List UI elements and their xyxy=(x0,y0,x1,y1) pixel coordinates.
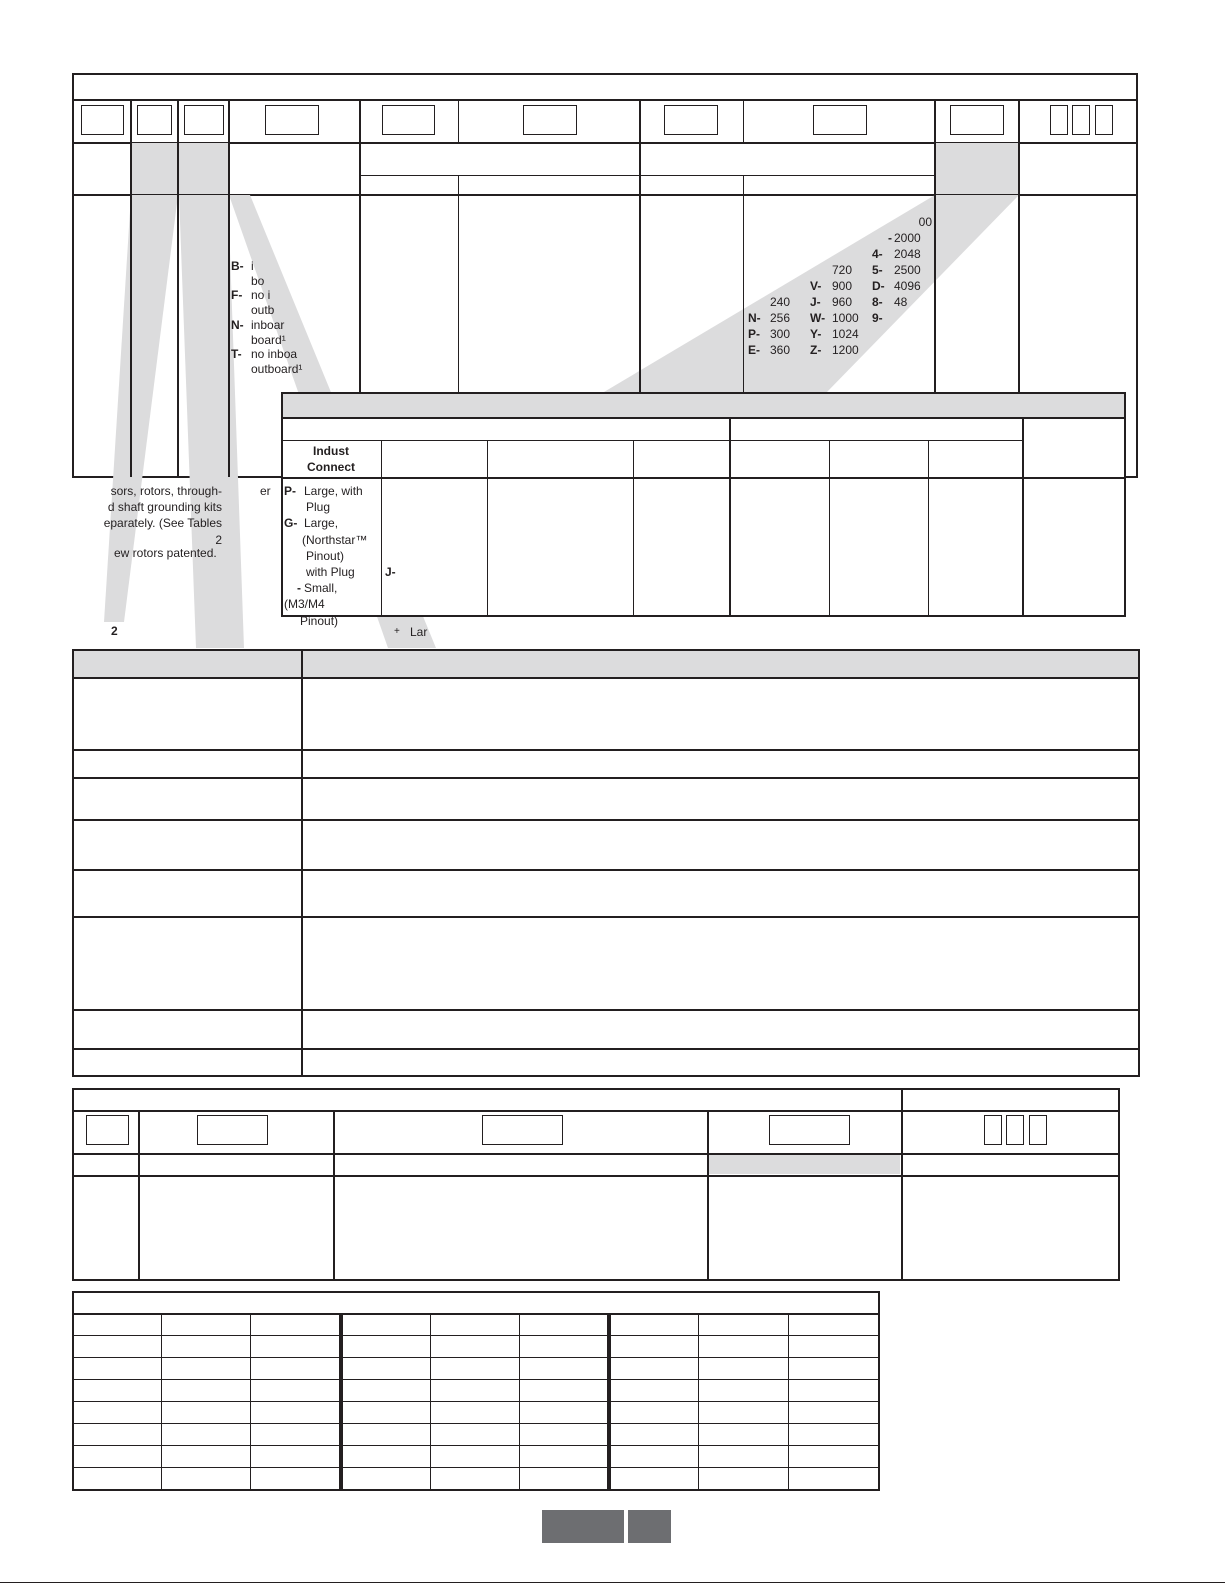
connector-option: - Small, (M3/M4 xyxy=(284,581,338,612)
divider xyxy=(130,99,132,477)
ppr-column-2 xyxy=(810,262,870,358)
divider xyxy=(698,1313,699,1491)
footnote-marker: 2 xyxy=(111,624,118,638)
divider xyxy=(829,440,830,617)
divider xyxy=(633,440,634,617)
divider xyxy=(928,440,929,617)
divider xyxy=(72,777,1140,779)
ppr-column-3 xyxy=(872,214,932,326)
code-box xyxy=(950,105,1004,135)
divider xyxy=(72,1379,880,1380)
divider xyxy=(333,1110,335,1281)
divider xyxy=(72,916,1140,918)
divider xyxy=(1022,417,1024,617)
ppr-row: 720 xyxy=(832,263,853,277)
option-row: outboard¹ xyxy=(251,361,303,376)
connector-option: P- Large, with xyxy=(284,484,363,498)
footer-tab xyxy=(542,1510,624,1543)
ppr-row: 5- 2500 xyxy=(872,263,921,277)
ppr-row: Y- 1024 xyxy=(810,327,859,341)
divider xyxy=(72,749,1140,751)
ppr-row: W- 1000 xyxy=(810,311,859,325)
divider xyxy=(72,1401,880,1402)
code-box xyxy=(813,105,867,135)
ppr-row: N- 256 xyxy=(748,311,791,325)
divider xyxy=(1018,99,1020,392)
divider xyxy=(72,1467,880,1468)
code-box xyxy=(184,105,224,135)
ppr-row: - 2000 xyxy=(888,231,921,245)
connector-col2-code: J- xyxy=(385,565,396,579)
code-box xyxy=(1095,105,1113,135)
divider xyxy=(72,1009,1140,1011)
divider xyxy=(487,440,488,617)
option-row: B- i xyxy=(231,259,254,273)
code-box xyxy=(1006,1115,1024,1145)
divider xyxy=(430,1313,431,1491)
grid-table xyxy=(72,1291,880,1491)
divider xyxy=(729,417,731,617)
spec-table-header xyxy=(74,651,1138,677)
divider xyxy=(72,1153,1120,1155)
divider xyxy=(743,99,744,142)
ppr-row: 4- 2048 xyxy=(872,247,921,261)
notes-fragment: sors, rotors, through- d shaft grounding kits eparately. (See Tables 2 xyxy=(103,484,222,547)
divider xyxy=(72,869,1140,871)
ppr-row: 00 xyxy=(918,215,932,229)
divider xyxy=(72,1357,880,1358)
connector-option: G- Large, xyxy=(284,516,339,531)
option-row: bo xyxy=(251,273,265,288)
connector-column-header: Indust Connect xyxy=(307,444,355,474)
option-row: outb xyxy=(251,303,275,318)
code-box xyxy=(984,1115,1002,1145)
divider xyxy=(359,99,361,392)
code-box xyxy=(86,1115,129,1145)
divider xyxy=(934,99,936,392)
divider xyxy=(72,1423,880,1424)
code-box xyxy=(1072,105,1090,135)
ppr-row: Z- 1200 xyxy=(810,343,859,357)
divider xyxy=(72,1445,880,1446)
connector-table-title-bar xyxy=(283,394,1124,417)
divider xyxy=(161,1313,162,1491)
divider xyxy=(458,99,459,142)
shaft-bearing-options xyxy=(231,259,311,377)
code-box xyxy=(482,1115,563,1145)
code-box xyxy=(523,105,577,135)
divider xyxy=(788,1313,789,1491)
footnote-text: Lar xyxy=(410,625,428,639)
ppr-row: P- 300 xyxy=(748,327,791,341)
divider xyxy=(381,440,382,617)
option-row: board¹ xyxy=(251,332,286,347)
page-bottom-rule xyxy=(0,1582,1225,1583)
code-box xyxy=(265,105,319,135)
divider xyxy=(72,1048,1140,1050)
divider xyxy=(281,417,1126,419)
divider xyxy=(458,175,459,392)
footnote-marker: + xyxy=(394,626,400,637)
divider xyxy=(72,1110,1120,1112)
divider xyxy=(707,1110,709,1281)
ppr-row: 240 xyxy=(770,295,791,309)
code-box xyxy=(664,105,718,135)
connector-table xyxy=(281,392,1126,617)
divider xyxy=(281,440,1023,441)
option-row: N- inboar xyxy=(231,317,285,332)
divider xyxy=(72,819,1140,821)
connector-options: P- Large, with Plug G- Large, (Northstar™ Pinout) with Plug - Small, (M3/M4 Pinout) xyxy=(284,483,380,629)
ppr-row: E- 360 xyxy=(748,343,791,357)
divider xyxy=(901,1088,903,1281)
notes-fragment: ew rotors patented. xyxy=(114,546,217,560)
divider xyxy=(72,677,1140,679)
divider xyxy=(743,175,744,392)
divider xyxy=(519,1313,520,1491)
option-row: T- no inboa xyxy=(231,347,298,362)
ppr-column-1 xyxy=(748,294,808,358)
code-box xyxy=(769,1115,850,1145)
option-row: F- no i xyxy=(231,288,271,303)
divider xyxy=(177,99,179,477)
divider xyxy=(281,477,1126,479)
code-box xyxy=(137,105,172,135)
divider xyxy=(72,1313,880,1315)
code-box xyxy=(81,105,124,135)
ppr-row: 8- 48 xyxy=(872,295,908,309)
divider xyxy=(301,649,303,1077)
divider xyxy=(339,1313,343,1491)
code-box xyxy=(1050,105,1068,135)
ppr-row: 9- xyxy=(872,311,883,325)
shaded-column xyxy=(709,1155,900,1174)
spec-table xyxy=(72,649,1140,1077)
divider xyxy=(639,99,641,392)
ppr-row: V- 900 xyxy=(810,279,853,293)
divider xyxy=(228,99,230,477)
ppr-row: J- 960 xyxy=(810,295,853,309)
divider xyxy=(72,1335,880,1336)
notes-fragment: er xyxy=(260,484,271,498)
divider xyxy=(607,1313,611,1491)
code-box xyxy=(382,105,435,135)
divider xyxy=(138,1110,140,1281)
code-box xyxy=(1029,1115,1047,1145)
divider xyxy=(72,1175,1120,1177)
ppr-row: D- 4096 xyxy=(872,279,921,293)
footer-tab xyxy=(628,1510,671,1543)
code-box xyxy=(197,1115,268,1145)
divider xyxy=(250,1313,251,1491)
